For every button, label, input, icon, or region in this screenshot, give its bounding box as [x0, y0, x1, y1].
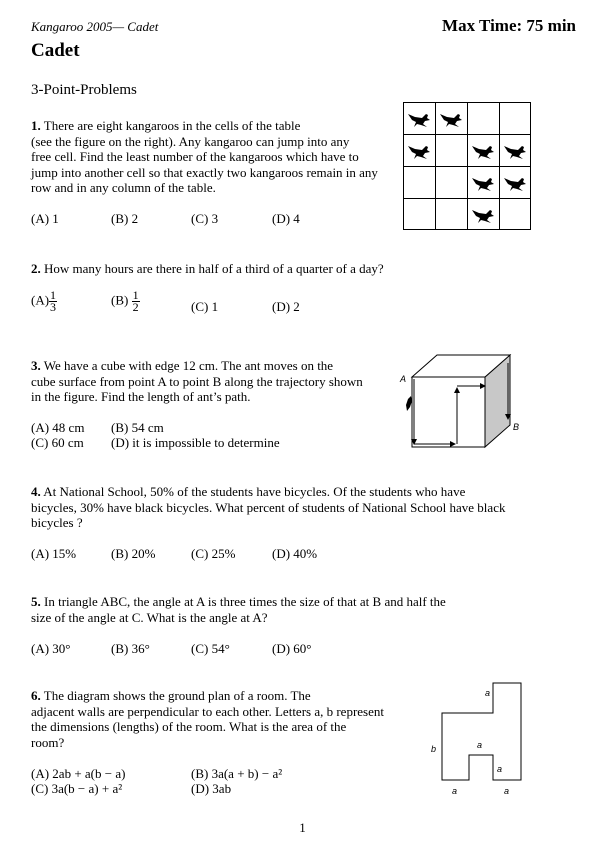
problem-text-line: cube surface from point A to point B along the trajectory shown — [31, 373, 363, 389]
problem-text-line: row and in any column of the table. — [31, 180, 216, 195]
problem-5 — [31, 594, 591, 625]
kangaroo-icon — [440, 114, 462, 127]
problem-number: 2. — [31, 261, 41, 276]
option-a: (A) 15% — [31, 546, 77, 561]
problem-text-line: bicycles, 30% have black bicycles. What percent of students of National School have black — [31, 499, 506, 515]
option-a: (A) 1 — [31, 211, 59, 226]
option-b: (B) 20% — [111, 546, 156, 561]
dimension-b-label: b — [431, 744, 437, 754]
problem-text-line: We have a cube with edge 12 cm. The ant moves on the — [43, 358, 334, 373]
option-d: (D) 60° — [272, 641, 312, 656]
point-b-label: B — [513, 422, 520, 432]
fraction — [49, 290, 57, 313]
problem-6 — [31, 688, 421, 750]
problem-text-line: (see the figure on the right). Any kangaroo can jump into any — [31, 133, 350, 149]
kangaroo-icon — [504, 178, 526, 191]
point-a-label: A — [400, 374, 407, 384]
kangaroo-icon — [472, 146, 494, 159]
option-c: (C) 54° — [191, 641, 230, 656]
kangaroo-icon — [472, 178, 494, 191]
dimension-a-label: a — [485, 688, 491, 698]
option-b: (B) 3a(a + b) − a² — [191, 766, 283, 781]
option-d: (D) 3ab — [191, 781, 232, 796]
option-c: (C) 3 — [191, 211, 219, 226]
fraction — [132, 290, 140, 313]
problem-text-line: In triangle ABC, the angle at A is three times the size of that at B and half the — [44, 594, 446, 609]
problem-text-line: the dimensions (lengths) of the room. What is the area of the — [31, 719, 347, 734]
option-d: (D) it is impossible to determine — [111, 435, 280, 450]
option-b: (B) 54 cm — [111, 420, 164, 435]
problem-text-line: size of the angle at C. What is the angle at A? — [31, 609, 268, 625]
problem-text-line: room? — [31, 734, 65, 750]
option-c: (C) 25% — [191, 546, 236, 561]
level-title: Cadet — [31, 40, 80, 61]
problem-text-line: in the figure. Find the length of ant’s path. — [31, 389, 251, 404]
option-c: (C) 60 cm — [31, 435, 84, 450]
ant-icon — [406, 396, 412, 411]
problem-text-line: free cell. Find the least number of the kangaroos which have to — [31, 149, 359, 164]
option-a: (A) 48 cm — [31, 420, 85, 435]
problem-text-line: The diagram shows the ground plan of a room. The — [43, 688, 311, 703]
option-b: (B) 36° — [111, 641, 150, 656]
problem-number: 1. — [31, 118, 41, 133]
option-label: (A) — [31, 292, 50, 308]
fraction-numerator: 1 — [50, 288, 57, 302]
problem-text-line: At National School, 50% of the students have bicycles. Of the students who have — [43, 484, 466, 499]
problem-3 — [31, 358, 401, 405]
dimension-a-label: a — [504, 786, 510, 796]
dimension-a-label: a — [477, 740, 483, 750]
problem-2 — [31, 261, 571, 277]
option-a — [31, 290, 57, 313]
cube-figure — [400, 355, 530, 450]
option-d: (D) 2 — [272, 299, 300, 314]
max-time: Max Time: 75 min — [442, 16, 576, 35]
option-a: (A) 2ab + a(b − a) — [31, 766, 126, 781]
option-d: (D) 4 — [272, 211, 300, 226]
problem-number: 3. — [31, 358, 41, 373]
problem-number: 4. — [31, 484, 41, 499]
room-plan-figure — [425, 680, 530, 795]
problem-1 — [31, 118, 401, 196]
kangaroo-icon — [472, 210, 494, 223]
problem-text-line: bicycles ? — [31, 515, 83, 530]
option-c: (C) 1 — [191, 299, 219, 314]
problem-text-line: There are eight kangaroos in the cells of the table — [43, 118, 301, 133]
kangaroo-grid-figure — [403, 102, 531, 230]
problem-text-line: How many hours are there in half of a third of a quarter of a day? — [44, 261, 384, 276]
problem-4 — [31, 484, 591, 531]
fraction-numerator: 1 — [132, 288, 139, 302]
option-c: (C) 3a(b − a) + a² — [31, 781, 123, 796]
section-title: 3-Point-Problems — [31, 82, 137, 98]
source-title: Kangaroo 2005— Cadet — [31, 19, 159, 34]
fraction-denominator: 2 — [132, 300, 139, 314]
problem-number: 6. — [31, 688, 41, 703]
option-a: (A) 30° — [31, 641, 71, 656]
kangaroo-icon — [408, 114, 430, 127]
option-b: (B) 2 — [111, 211, 139, 226]
kangaroo-icon — [504, 146, 526, 159]
problem-text-line: adjacent walls are perpendicular to each other. Letters a, b represent — [31, 703, 384, 719]
problem-number: 5. — [31, 594, 41, 609]
option-label: (B) — [111, 292, 129, 308]
dimension-a-label: a — [452, 786, 458, 796]
fraction-denominator: 3 — [50, 300, 57, 314]
problem-text-line: jump into another cell so that exactly two kangaroos remain in any — [31, 164, 378, 180]
kangaroo-icon — [408, 146, 430, 159]
page-number: 1 — [299, 820, 306, 835]
dimension-a-label: a — [497, 764, 503, 774]
option-b — [111, 290, 140, 313]
option-d: (D) 40% — [272, 546, 318, 561]
